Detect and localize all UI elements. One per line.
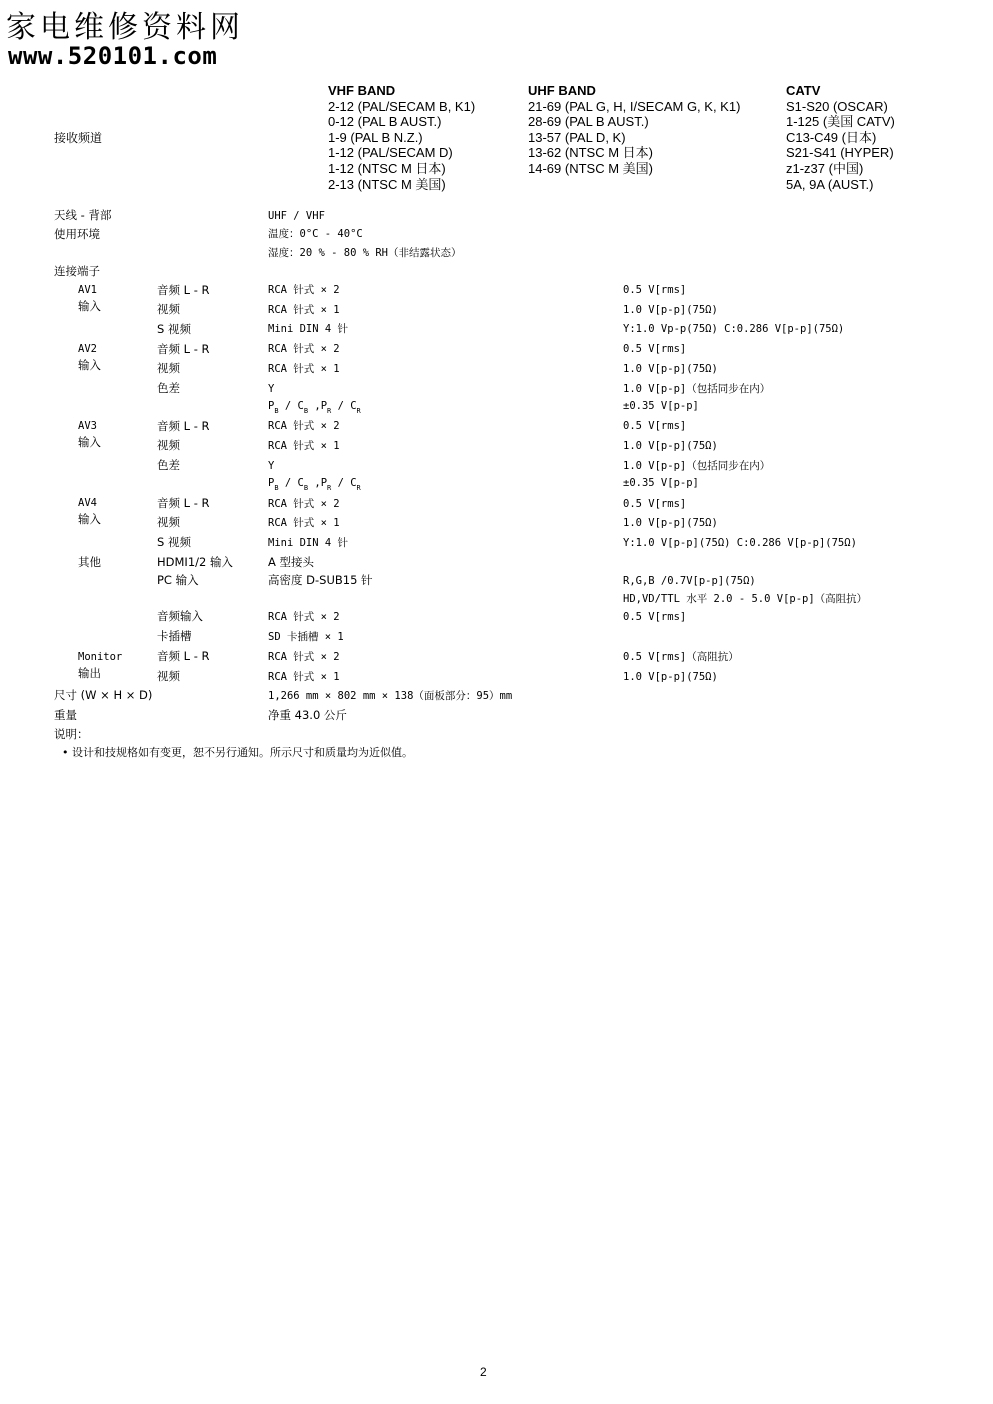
av1-audio-spec: 0.5 V[rms] [623,284,687,296]
catv-band-header: CATV [786,83,821,98]
av3-component-y-spec: 1.0 V[p-p]（包括同步在内） [623,460,771,472]
audio-input-item: 音频输入 [157,609,203,623]
catv-band-column [786,83,895,192]
av2-io: 输入 [78,358,101,372]
vhf-band-column [328,83,475,192]
card-slot-item: 卡插槽 [157,629,192,643]
av1-svideo-conn: Mini DIN 4 针 [268,323,349,335]
vhf-band-header: VHF BAND [328,83,396,98]
av3-video-conn: RCA 针式 × 1 [268,440,340,452]
dimensions-value: 1,266 mm × 802 mm × 138（面板部分：95）mm [268,690,513,702]
av1-svideo-item: S 视频 [157,322,191,336]
vhf-item: 1-9 (PAL B N.Z.) [328,129,423,145]
av4-audio-spec: 0.5 V[rms] [623,498,687,510]
other-name: 其他 [78,555,101,569]
av2-video-item: 视频 [157,361,180,375]
av3-component-y: Y [268,460,275,472]
watermark-url: www.520101.com [8,42,218,70]
monitor-audio-conn: RCA 针式 × 2 [268,651,340,663]
av2-video-spec: 1.0 V[p-p](75Ω) [623,363,718,375]
av2-component-item: 色差 [157,381,180,395]
hdmi-conn: A 型接头 [268,555,315,569]
av1-audio-conn: RCA 针式 × 2 [268,284,340,296]
antenna-label: 天线 - 背部 [54,208,112,222]
terminals-label: 连接端子 [54,264,100,278]
notes-label: 说明： [54,727,89,741]
catv-item: 1-125 (美国 CATV) [786,114,895,130]
catv-item: S21-S41 (HYPER) [786,145,894,161]
av4-name: AV4 [78,497,97,509]
uhf-item: 28-69 (PAL B AUST.) [528,114,649,130]
pc-spec-rgb: R,G,B /0.7V[p-p](75Ω) [623,575,756,587]
watermark-title: 家电维修资料网 [6,10,244,45]
weight-value: 净重 43.0 公斤 [268,708,347,722]
av3-component-pbpr-spec: ±0.35 V[p-p] [623,477,699,489]
vhf-item: 1-12 (PAL/SECAM D) [328,145,453,161]
pc-item: PC 输入 [157,573,199,587]
av4-video-item: 视频 [157,515,180,529]
monitor-audio-spec: 0.5 V[rms]（高阻抗） [623,651,739,663]
av4-audio-item: 音频 L - R [157,496,210,510]
av1-name: AV1 [78,284,97,296]
av4-svideo-item: S 视频 [157,535,191,549]
environment-label: 使用环境 [54,227,100,241]
av3-video-spec: 1.0 V[p-p](75Ω) [623,440,718,452]
environment-humidity: 湿度：20 % - 80 % RH（非结露状态） [268,247,462,259]
uhf-item: 13-62 (NTSC M 日本) [528,145,653,161]
uhf-item: 14-69 (NTSC M 美国) [528,160,653,176]
catv-item: 5A, 9A (AUST.) [786,176,874,192]
av2-component-y: Y [268,383,275,395]
av1-audio-item: 音频 L - R [157,283,210,297]
catv-item: S1-S20 (OSCAR) [786,98,888,114]
audio-input-spec: 0.5 V[rms] [623,611,687,623]
audio-input-conn: RCA 针式 × 2 [268,611,340,623]
av4-video-conn: RCA 针式 × 1 [268,517,340,529]
monitor-audio-item: 音频 L - R [157,649,210,663]
av2-component-y-spec: 1.0 V[p-p]（包括同步在内） [623,383,771,395]
av4-video-spec: 1.0 V[p-p](75Ω) [623,517,718,529]
av1-io: 输入 [78,299,101,313]
monitor-io: 输出 [78,666,101,680]
av4-io: 输入 [78,512,101,526]
av3-name: AV3 [78,420,97,432]
vhf-item: 2-13 (NTSC M 美国) [328,176,446,192]
av4-audio-conn: RCA 针式 × 2 [268,498,340,510]
dimensions-label: 尺寸 (W × H × D) [54,688,153,702]
av2-audio-item: 音频 L - R [157,342,210,356]
environment-temp: 温度：0°C - 40°C [268,228,363,240]
monitor-video-spec: 1.0 V[p-p](75Ω) [623,671,718,683]
pc-spec-sync: HD,VD/TTL 水平 2.0 - 5.0 V[p-p]（高阻抗） [623,593,868,605]
catv-item: C13-C49 (日本) [786,129,877,145]
card-slot-conn: SD 卡插槽 × 1 [268,631,344,643]
av1-video-conn: RCA 针式 × 1 [268,304,340,316]
monitor-video-conn: RCA 针式 × 1 [268,671,340,683]
av2-audio-conn: RCA 针式 × 2 [268,343,340,355]
catv-item: z1-z37 (中国) [786,160,864,176]
av3-audio-item: 音频 L - R [157,419,210,433]
av3-video-item: 视频 [157,438,180,452]
uhf-item: 21-69 (PAL G, H, I/SECAM G, K, K1) [528,98,741,114]
av2-audio-spec: 0.5 V[rms] [623,343,687,355]
hdmi-item: HDMI1/2 输入 [157,555,233,569]
av3-audio-spec: 0.5 V[rms] [623,420,687,432]
uhf-band-header: UHF BAND [528,83,596,98]
uhf-item: 13-57 (PAL D, K) [528,129,626,145]
av1-video-item: 视频 [157,302,180,316]
av4-svideo-conn: Mini DIN 4 针 [268,537,349,549]
av2-component-pbpr-spec: ±0.35 V[p-p] [623,400,699,412]
notes-item: • 设计和技规格如有变更，恕不另行通知。所示尺寸和质量均为近似值。 [62,746,413,759]
pc-conn: 高密度 D-SUB15 针 [268,573,373,587]
weight-label: 重量 [54,708,77,722]
reception-label: 接收频道 [54,131,103,145]
av2-component-pbpr: $P_B / C_B$ $,P_R / C_R$ [268,400,361,415]
av3-component-item: 色差 [157,458,180,472]
av2-name: AV2 [78,343,97,355]
vhf-item: 2-12 (PAL/SECAM B, K1) [328,98,476,114]
uhf-band-column [528,83,740,177]
av2-video-conn: RCA 针式 × 1 [268,363,340,375]
monitor-name: Monitor [78,651,123,663]
av1-svideo-spec: Y:1.0 Vp-p(75Ω) C:0.286 V[p-p](75Ω) [623,323,845,335]
av4-svideo-spec: Y:1.0 V[p-p](75Ω) C:0.286 V[p-p](75Ω) [623,537,857,549]
vhf-item: 1-12 (NTSC M 日本) [328,160,446,176]
monitor-video-item: 视频 [157,669,180,683]
page-number: 2 [480,1365,487,1379]
av3-component-pbpr: $P_B / C_B$ $,P_R / C_R$ [268,477,361,492]
av1-video-spec: 1.0 V[p-p](75Ω) [623,304,718,316]
antenna-value: UHF / VHF [268,210,325,222]
vhf-item: 0-12 (PAL B AUST.) [328,114,442,130]
av3-io: 输入 [78,435,101,449]
av3-audio-conn: RCA 针式 × 2 [268,420,340,432]
